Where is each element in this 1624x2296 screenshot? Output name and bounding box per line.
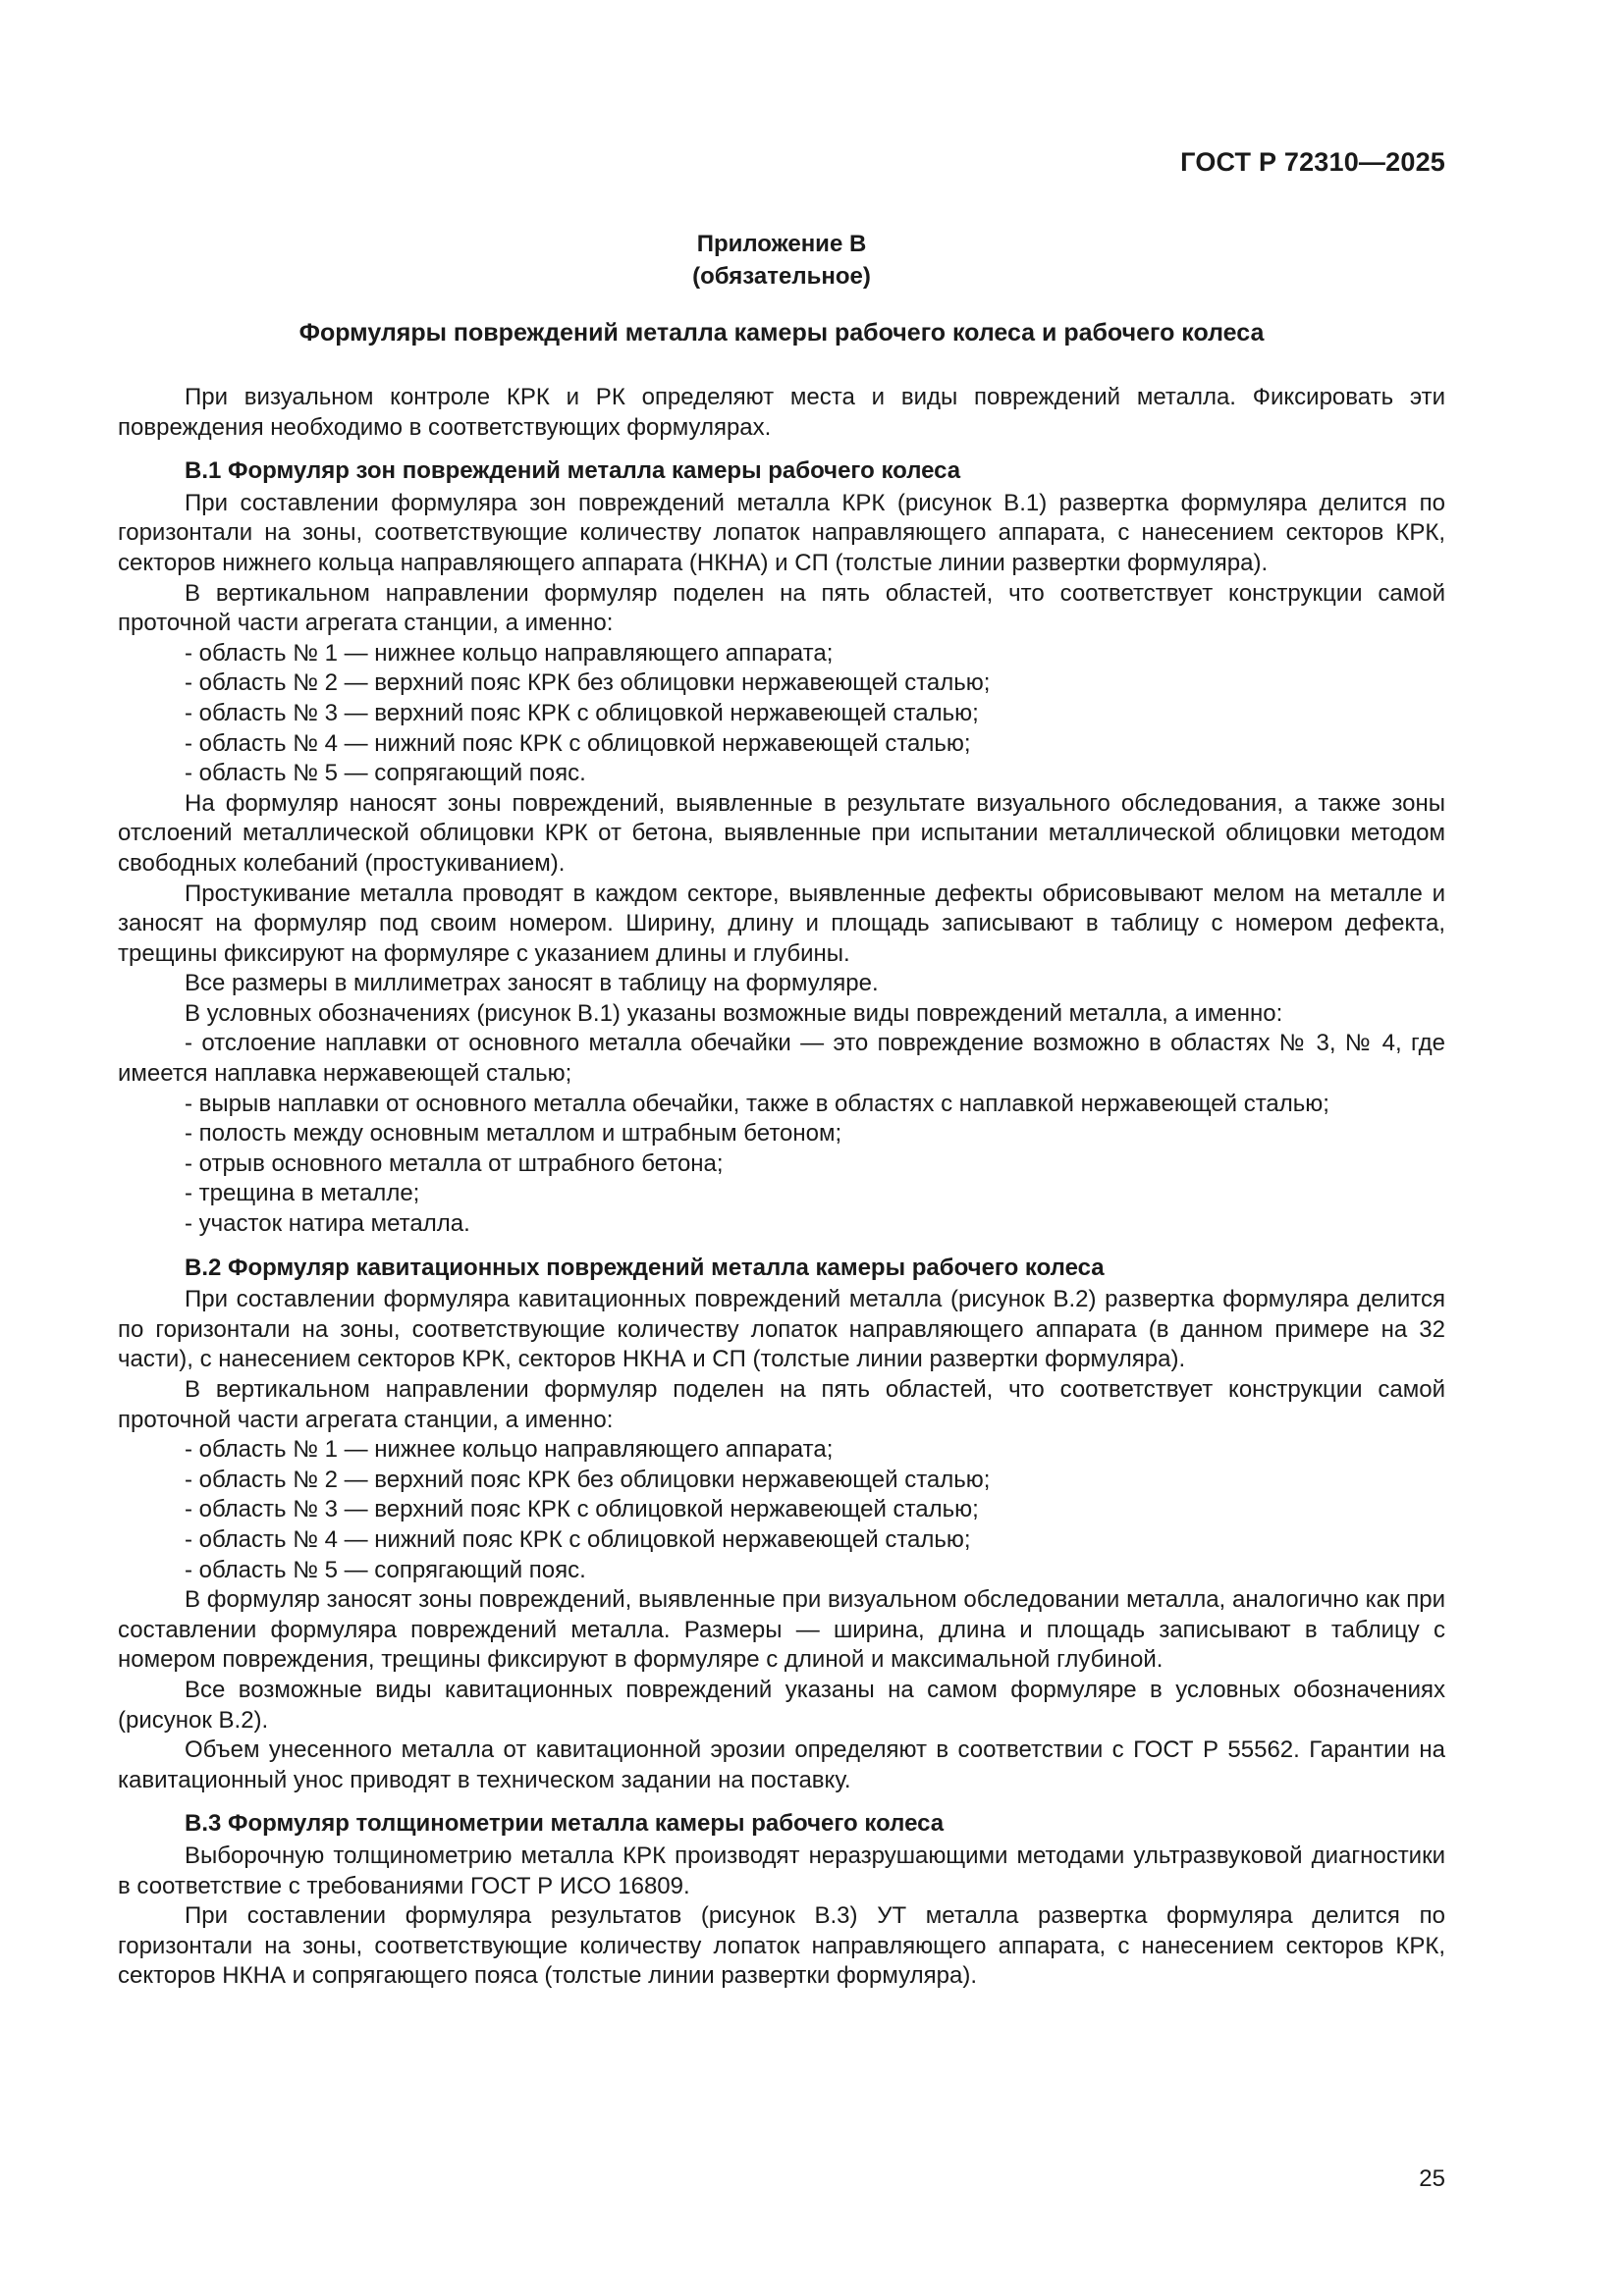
list-item: - вырыв наплавки от основного металла обечайки, также в областях с наплавкой нержавеющей сталью; bbox=[185, 1090, 1329, 1117]
section-b1-paragraph: В условных обозначениях (рисунок В.1) указаны возможные виды повреждений металла, а именно: bbox=[185, 999, 1283, 1027]
annex-status: (обязательное) bbox=[692, 263, 871, 290]
section-b2-paragraph: В вертикальном направлении формуляр поделен на пять областей, что соответствует конструкции самой проточной части агрегата станции, а именно: bbox=[118, 1376, 1445, 1433]
section-b3-heading: В.3 Формуляр толщинометрии металла камеры рабочего колеса bbox=[185, 1810, 945, 1838]
section-b3-paragraph: При составлении формуляра результатов (рисунок В.3) УТ металла развертка формуляра делится по горизонтали на зоны, соответствующие количеству лопаток направляющего аппарата, с нанесением секторов КРК, секторов НКНА и сопрягающего пояса (толстые линии развертки формуляра). bbox=[118, 1902, 1445, 1990]
list-item: - область № 2 — верхний пояс КРК без облицовки нержавеющей сталью; bbox=[185, 1466, 991, 1493]
section-b1-paragraph: Простукивание металла проводят в каждом секторе, выявленные дефекты обрисовывают мелом на металле и заносят на формуляр под своим номером. Ширину, длину и площадь записывают в таблицу с номером дефекта, трещины фиксируют на формуляре с указанием длины и глубины. bbox=[118, 880, 1445, 967]
body-text bbox=[118, 383, 1445, 1992]
list-item: - трещина в металле; bbox=[185, 1180, 420, 1207]
section-b1-paragraph: При составлении формуляра зон повреждений металла КРК (рисунок В.1) развертка формуляра делится по горизонтали на зоны, соответствующие количеству лопаток направляющего аппарата, с нанесением секторов КРК, секторов нижнего кольца направляющего аппарата (НКНА) и СП (толстые линии развертки формуляра). bbox=[118, 489, 1445, 576]
document-code: ГОСТ Р 72310—2025 bbox=[1180, 147, 1445, 177]
section-b1-paragraph: В вертикальном направлении формуляр поделен на пять областей, что соответствует конструкции самой проточной части агрегата станции, а именно: bbox=[118, 579, 1445, 637]
annex-main-title: Формуляры повреждений металла камеры рабочего колеса и рабочего колеса bbox=[298, 319, 1265, 347]
section-b3-paragraph: Выборочную толщинометрию металла КРК производят неразрушающими методами ультразвуковой диагностики в соответствие с требованиями ГОСТ Р ИСО 16809. bbox=[118, 1842, 1445, 1899]
annex-title: Приложение В bbox=[696, 231, 867, 257]
section-b1-paragraph: Все размеры в миллиметрах заносят в таблицу на формуляре. bbox=[185, 970, 879, 997]
list-item: - область № 3 — верхний пояс КРК с облицовкой нержавеющей сталью; bbox=[185, 699, 979, 726]
section-b2-paragraph: Все возможные виды кавитационных повреждений указаны на самом формуляре в условных обозначениях (рисунок В.2). bbox=[118, 1676, 1445, 1734]
section-b2-paragraph: Объем унесенного металла от кавитационной эрозии определяют в соответствии с ГОСТ Р 55562. Гарантии на кавитационный унос приводят в техническом задании на поставку. bbox=[118, 1736, 1445, 1793]
section-b2-paragraph: В формуляр заносят зоны повреждений, выявленные при визуальном обследовании металла, аналогично как при составлении формуляра повреждений металла. Размеры — ширина, длина и площадь записывают в таблицу с номером повреждения, трещины фиксируют в формуляре с длиной и максимальной глубиной. bbox=[118, 1586, 1445, 1674]
section-b2-heading: В.2 Формуляр кавитационных повреждений металла камеры рабочего колеса bbox=[185, 1254, 1105, 1281]
list-item: - область № 4 — нижний пояс КРК с облицовкой нержавеющей сталью; bbox=[185, 729, 971, 757]
document-page bbox=[118, 0, 1445, 2296]
list-item: - отслоение наплавки от основного металла обечайки — это повреждение возможно в областях № 3, № 4, где имеется наплавка нержавеющей сталью; bbox=[118, 1030, 1445, 1088]
list-item: - полость между основным металлом и штрабным бетоном; bbox=[185, 1120, 842, 1148]
list-item: - участок натира металла. bbox=[185, 1210, 470, 1238]
section-b1-heading: В.1 Формуляр зон повреждений металла камеры рабочего колеса bbox=[185, 457, 961, 485]
list-item: - область № 1 — нижнее кольцо направляющего аппарата; bbox=[185, 1436, 834, 1464]
list-item: - область № 5 — сопрягающий пояс. bbox=[185, 1556, 586, 1583]
intro-paragraph: При визуальном контроле КРК и РК определяют места и виды повреждений металла. Фиксировать эти повреждения необходимо в соответствующих формулярах. bbox=[118, 384, 1445, 441]
section-b2-paragraph: При составлении формуляра кавитационных повреждений металла (рисунок В.2) развертка формуляра делится по горизонтали на зоны, соответствующие количеству лопаток направляющего аппарата (в данном примере на 32 части), с нанесением секторов КРК, секторов НКНА и СП (толстые линии развертки формуляра). bbox=[118, 1286, 1445, 1373]
list-item: - область № 2 — верхний пояс КРК без облицовки нержавеющей сталью; bbox=[185, 669, 991, 697]
list-item: - отрыв основного металла от штрабного бетона; bbox=[185, 1149, 724, 1177]
section-b1-paragraph: На формуляр наносят зоны повреждений, выявленные в результате визуального обследования, а также зоны отслоений металлической облицовки КРК от бетона, выявленные при испытании металлической облицовки методом свободных колебаний (простукиванием). bbox=[118, 789, 1445, 877]
page-number: 25 bbox=[1419, 2165, 1445, 2192]
list-item: - область № 3 — верхний пояс КРК с облицовкой нержавеющей сталью; bbox=[185, 1496, 979, 1523]
list-item: - область № 4 — нижний пояс КРК с облицовкой нержавеющей сталью; bbox=[185, 1525, 971, 1553]
list-item: - область № 1 — нижнее кольцо направляющего аппарата; bbox=[185, 639, 834, 667]
annex-heading bbox=[118, 228, 1445, 293]
list-item: - область № 5 — сопрягающий пояс. bbox=[185, 760, 586, 787]
